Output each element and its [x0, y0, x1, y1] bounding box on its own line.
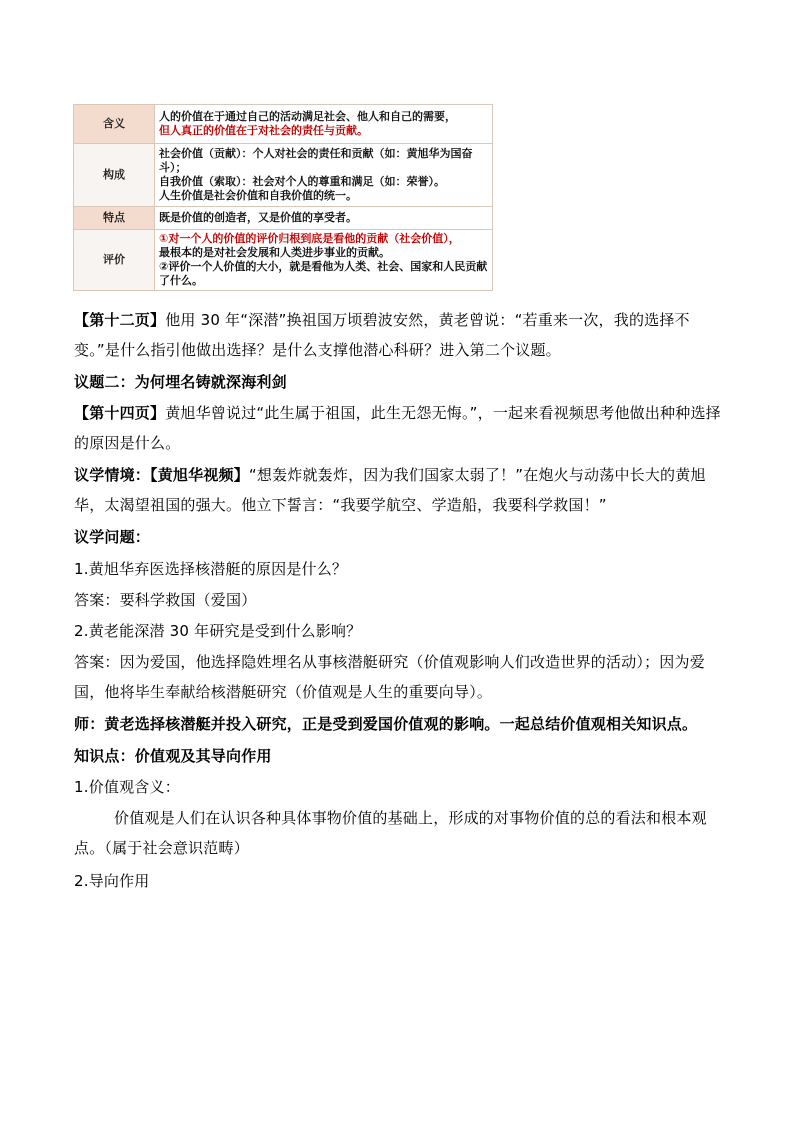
table-row [74, 144, 493, 207]
table-cell-line: ①对一个人的价值的评价归根到底是看他的贡献（社会价值）， [159, 232, 460, 245]
question-2: 2.黄老能深潜 30 年研究是受到什么影响？ [74, 622, 362, 640]
table-cell-line: 既是价值的创造者，又是价值的享受者。 [159, 211, 357, 224]
table-row [74, 207, 493, 230]
paragraph-scenario [74, 460, 722, 520]
answer-1: 答案：要科学救国（爱国） [74, 591, 257, 609]
questions-heading: 议学问题： [74, 528, 151, 546]
question-1: 1.黄旭华弃医选择核潜艇的原因是什么？ [74, 560, 348, 578]
paragraph-page-12 [74, 305, 722, 365]
paragraph-text: 他用 30 年“深潜”换祖国万顷碧波安然，黄老曾说：“若重来一次，我的选择不变。”是什么指引他做出选择？是什么支撑他潜心科研？进入第二个议题。 [74, 311, 690, 359]
paragraph-text: “想轰炸就轰炸，因为我们国家太弱了！”在炮火与动荡中长大的黄旭华，太渴望祖国的强大。他立下誓言：“我要学航空、学造船，我要科学救国！” [74, 466, 706, 514]
table-cell-line: 人的价值在于通过自己的活动满足社会、他人和自己的需要， [159, 110, 456, 123]
page-ref-label: 【第十四页】 [74, 404, 166, 422]
point-1-heading: 1.价值观含义： [74, 778, 180, 796]
table-row-label: 评价 [74, 230, 155, 291]
table-cell-line: 最根本的是对社会发展和人类进步事业的贡献。 [159, 246, 390, 259]
table-row [74, 105, 493, 144]
teacher-summary: 师：黄老选择核潜艇并投入研究，正是受到爱国价值观的影响。一起总结价值观相关知识点。 [74, 715, 698, 733]
point-1-definition: 价值观是人们在认识各种具体事物价值的基础上，形成的对事物价值的总的看法和根本观点。（属于社会意识范畴） [74, 809, 707, 857]
topic-two-heading: 议题二：为何埋名铸就深海利剑 [74, 373, 287, 391]
paragraph-text: 黄旭华曾说过“此生属于祖国，此生无怨无悔。”，一起来看视频思考他做出种种选择的原因是什么。 [74, 404, 721, 452]
table-cell-line: 社会价值（贡献）：个人对社会的责任和贡献（如：黄旭华为国奋斗）； [159, 147, 473, 174]
table-cell-line: 但人真正的价值在于对社会的责任与贡献。 [159, 124, 368, 137]
table-row-label: 特点 [74, 207, 155, 230]
table-cell [155, 105, 493, 144]
table-cell [155, 144, 493, 207]
scenario-label: 议学情境：【黄旭华视频】 [74, 466, 249, 484]
paragraph-page-14 [74, 398, 722, 458]
table-row-label: 含义 [74, 105, 155, 144]
table-row [74, 230, 493, 291]
table-cell [155, 207, 493, 230]
summary-table [73, 104, 493, 291]
answer-2: 答案：因为爱国，他选择隐姓埋名从事核潜艇研究（价值观影响人们改造世界的活动）；因为爱国，他将毕生奉献给核潜艇研究（价值观是人生的重要向导）。 [74, 653, 705, 701]
point-2-heading: 2.导向作用 [74, 872, 150, 890]
table-cell [155, 230, 493, 291]
table-cell-line: 自我价值（索取）：社会对个人的尊重和满足（如：荣誉）。 [159, 175, 445, 188]
table-cell-line: ②评价一个人价值的大小，就是看他为人类、社会、国家和人民贡献了什么。 [159, 260, 488, 287]
knowledge-heading: 知识点：价值观及其导向作用 [74, 747, 272, 765]
page-ref-label: 【第十二页】 [74, 311, 166, 329]
table-cell-line: 人生价值是社会价值和自我价值的统一。 [159, 189, 357, 202]
table-row-label: 构成 [74, 144, 155, 207]
